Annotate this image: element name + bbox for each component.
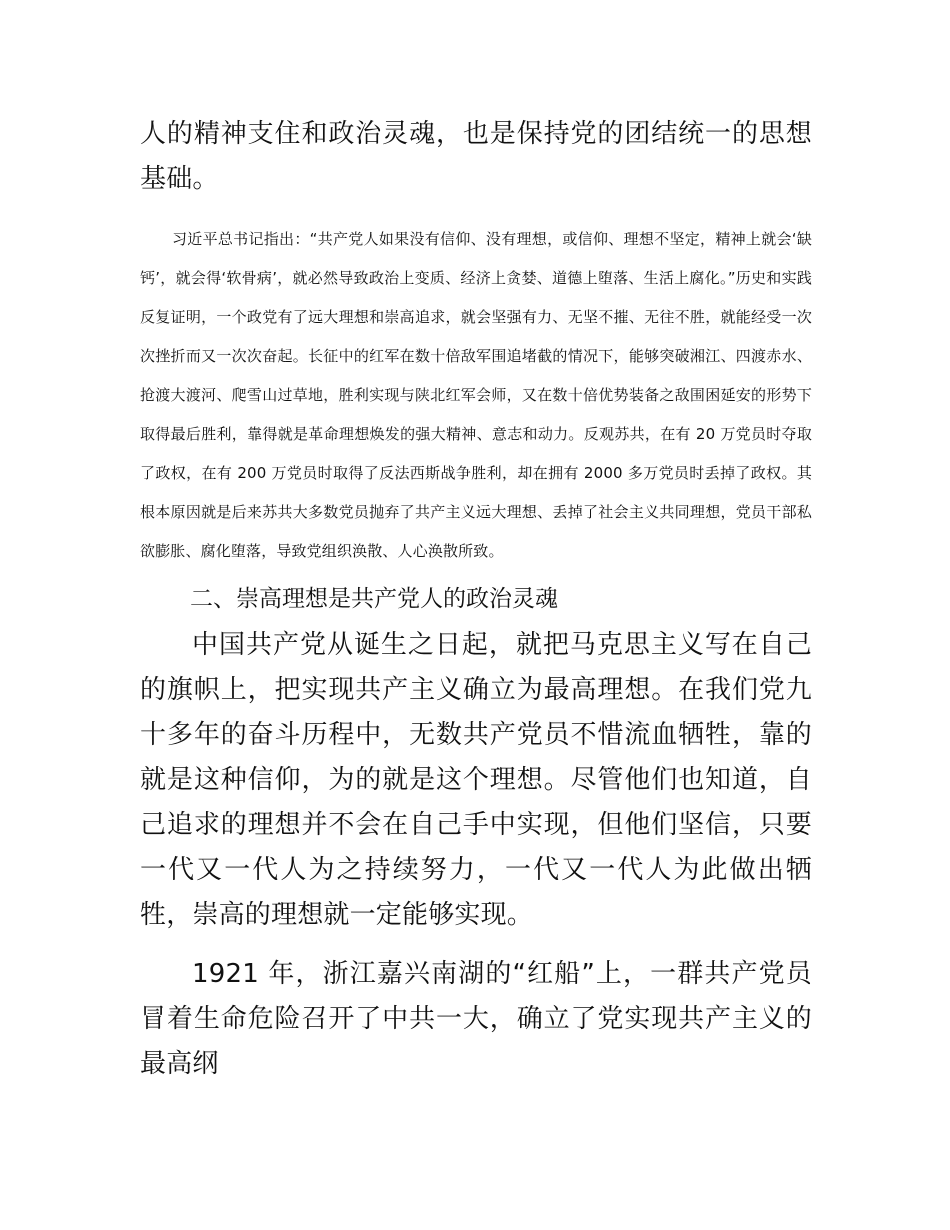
body-paragraph-2: 1921 年，浙江嘉兴南湖的“红船”上，一群共产党员冒着生命危险召开了中共一大，确立了党实现共产主义的最高纲 xyxy=(140,959,812,1079)
document-body xyxy=(140,112,812,1087)
section-heading: 二、崇高理想是共产党人的政治灵魂 xyxy=(190,586,558,612)
body-paragraph-1: 中国共产党从诞生之日起，就把马克思主义写在自己的旗帜上，把实现共产主义确立为最高理想。在我们党九十多年的奋斗历程中，无数共产党员不惜流血牺牲，靠的就是这种信仰，为的就是这个理想。尽管他们也知道，自己追求的理想并不会在自己手中实现，但他们坚信，只要一代又一代人为之持续努力，一代又一代人为此做出牺牲，崇高的理想就一定能够实现。 xyxy=(140,630,812,930)
quote-paragraph: 习近平总书记指出：“共产党人如果没有信仰、没有理想，或信仰、理想不坚定，精神上就会‘缺钙’，就会得‘软骨病’，就必然导致政治上变质、经济上贪婪、道德上堕落、生活上腐化。”历史和实践反复证明，一个政党有了远大理想和崇高追求，就会坚强有力、无坚不摧、无往不胜，就能经受一次次挫折而又一次次奋起。长征中的红军在数十倍敌军围追堵截的情况下，能够突破湘江、四渡赤水、抢渡大渡河、爬雪山过草地，胜利实现与陕北红军会师，又在数十倍优势装备之敌围困延安的形势下取得最后胜利，靠得就是革命理想焕发的强大精神、意志和动力。反观苏共，在有 20 万党员时夺取了政权，在有 200 万党员时取得了反法西斯战争胜利，却在拥有 2000 多万党员时丢掉了政权。其根本原因就是后来苏共大多数党员抛弃了共产主义远大理想、丢掉了社会主义共同理想，党员干部私欲膨胀、腐化堕落，导致党组织涣散、人心涣散所致。 xyxy=(140,230,812,560)
continuation-paragraph: 人的精神支住和政治灵魂，也是保持党的团结统一的思想基础。 xyxy=(140,119,812,194)
